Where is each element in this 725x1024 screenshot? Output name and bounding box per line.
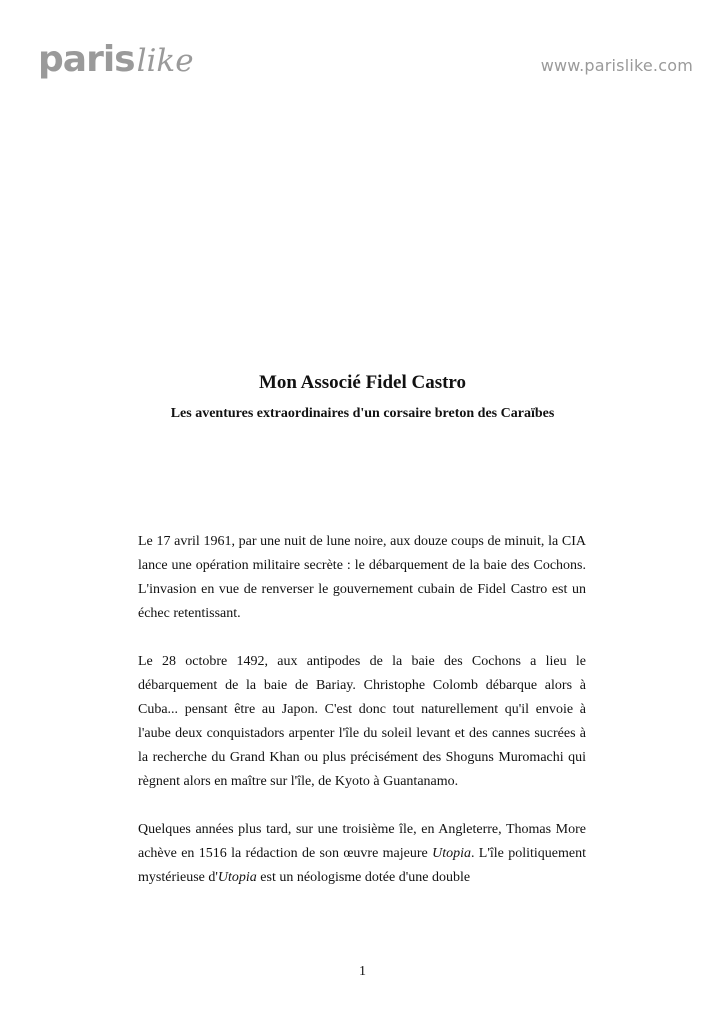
paragraph-3	[138, 818, 586, 890]
logo-text-main: paris	[38, 39, 135, 80]
document-body	[138, 530, 586, 914]
utopia-title-2: Utopia	[217, 870, 257, 885]
paragraph-3-part-2: . L'île politiquement mystérieuse d'	[138, 846, 586, 885]
document-subtitle: Les aventures extraordinaires d'un corsaire breton des Caraïbes	[170, 406, 555, 421]
paragraph-1: Le 17 avril 1961, par une nuit de lune noire, aux douze coups de minuit, la CIA lance une opération militaire secrète : le débarquement de la baie des Cochons. L'invasion en vue de renverser le gouvernement cubain de Fidel Castro est un échec retentissant.	[138, 534, 586, 621]
page-number: 1	[359, 964, 366, 979]
paragraph-2: Le 28 octobre 1492, aux antipodes de la baie des Cochons a lieu le débarquement de la baie de Bariay. Christophe Colomb débarque alors à Cuba... pensant être au Japon. C'est donc tout naturellement qu'il envoie à l'aube deux conquistadors arpenter l'île du soleil levant et des cannes sucrées à la recherche du Grand Khan ou plus précisément des Shoguns Muromachi qui règnent alors en maître sur l'île, de Kyoto à Guantanamo.	[138, 654, 586, 789]
paragraph-3-part-1: Quelques années plus tard, sur une troisième île, en Angleterre, Thomas More achève en 1516 la rédaction de son œuvre majeure	[138, 822, 586, 861]
site-url: www.parislike.com	[540, 56, 693, 75]
utopia-title-1: Utopia	[432, 846, 471, 861]
parislike-logo	[38, 39, 194, 80]
logo-text-script: like	[136, 43, 194, 79]
paragraph-3-part-3: est un néologisme dotée d'une double	[256, 870, 471, 885]
document-title: Mon Associé Fidel Castro	[258, 372, 467, 393]
